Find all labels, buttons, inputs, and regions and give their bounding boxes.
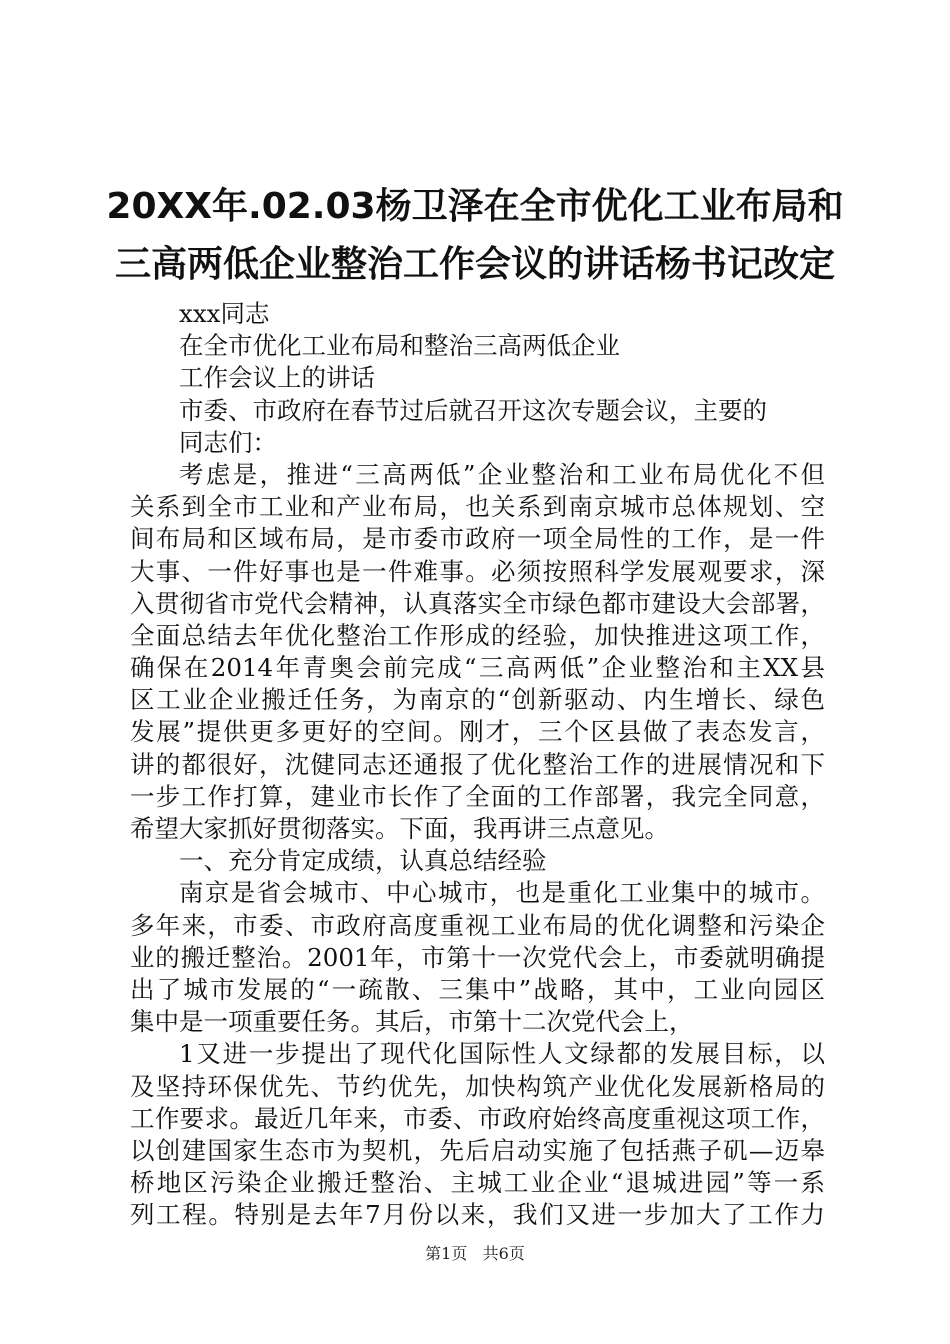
body-line: 入贯彻省市党代会精神，认真落实全市绿色都市建设大会部署，	[130, 588, 825, 618]
document-title	[60, 178, 890, 294]
title-line-2: 三高两低企业整治工作会议的讲话杨书记改定	[114, 244, 835, 285]
document-body	[130, 298, 825, 1231]
footer-spacer	[472, 1244, 477, 1263]
body-line: 多年来，市委、市政府高度重视工业布局的优化调整和污染企	[130, 910, 825, 940]
body-line: 及坚持环保优先、节约优先，加快构筑产业优化发展新格局的	[130, 1071, 825, 1101]
greeting-line: 同志们：	[179, 427, 277, 457]
subtitle-line-2: 工作会议上的讲话	[179, 363, 375, 393]
subtitle-line-1: 在全市优化工业布局和整治三高两低企业	[179, 331, 620, 361]
body-line: 间布局和区域布局，是市委市政府一项全局性的工作，是一件	[130, 524, 825, 554]
body-line: 市委、市政府在春节过后就召开这次专题会议，主要的	[179, 395, 767, 425]
body-line: 讲的都很好，沈健同志还通报了优化整治工作的进展情况和下	[130, 749, 825, 779]
body-line: 以创建国家生态市为契机，先后启动实施了包括燕子矶—迈皋	[130, 1135, 825, 1165]
body-line: 关系到全市工业和产业布局，也关系到南京城市总体规划、空	[130, 492, 825, 522]
page-number-label: 第1页	[425, 1244, 468, 1263]
page-footer	[0, 1243, 950, 1265]
total-pages-label: 共6页	[482, 1244, 525, 1263]
body-line: 工作要求。最近几年来，市委、市政府始终高度重视这项工作，	[130, 1103, 825, 1133]
body-line: 集中是一项重要任务。其后，市第十二次党代会上，	[130, 1007, 694, 1037]
body-line: 1又进一步提出了现代化国际性人文绿都的发展目标，以	[179, 1039, 825, 1069]
body-line: 大事、一件好事也是一件难事。必须按照科学发展观要求，深	[130, 556, 825, 586]
section-heading: 一、充分肯定成绩，认真总结经验	[179, 846, 547, 876]
body-line: 桥地区污染企业搬迁整治、主城工业企业“退城进园”等一系	[130, 1168, 825, 1198]
title-line-1: 20XX年.02.03杨卫泽在全市优化工业布局和	[106, 186, 844, 227]
salutation-line: xxx同志	[179, 299, 270, 328]
body-line: 全面总结去年优化整治工作形成的经验，加快推进这项工作，	[130, 620, 825, 650]
body-line: 区工业企业搬迁任务，为南京的“创新驱动、内生增长、绿色	[130, 685, 825, 715]
body-line: 列工程。特别是去年7月份以来，我们又进一步加大了工作力	[130, 1200, 825, 1230]
body-line: 一步工作打算，建业市长作了全面的工作部署，我完全同意，	[130, 781, 825, 811]
body-line: 出了城市发展的“一疏散、三集中”战略，其中，工业向园区	[130, 974, 825, 1004]
body-line: 发展”提供更多更好的空间。刚才，三个区县做了表态发言，	[130, 717, 825, 747]
body-line: 希望大家抓好贯彻落实。下面，我再讲三点意见。	[130, 814, 669, 843]
body-line: 考虑是，推进“三高两低”企业整治和工业布局优化不但	[179, 459, 825, 489]
body-line: 确保在2014年青奥会前完成“三高两低”企业整治和主XX县	[130, 653, 825, 683]
body-line: 业的搬迁整治。2001年，市第十一次党代会上，市委就明确提	[130, 942, 825, 972]
body-line: 南京是省会城市、中心城市，也是重化工业集中的城市。	[179, 878, 825, 908]
